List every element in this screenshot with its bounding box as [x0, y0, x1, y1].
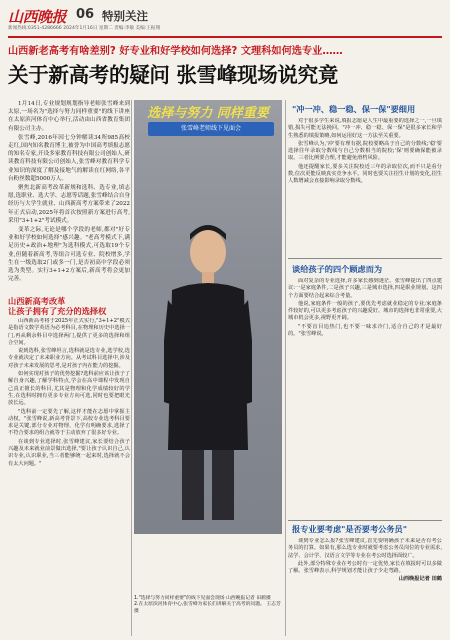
lead-paragraph: 张雪峰,2016年因七分钟解读34所985高校走红,国内知名教育博主,被誉为中国高考填报志愿的知名专家,开设多家教育科技有限公司创始人,研读教育科技有限公司创始人,张雪峰对教育科学专业知识的深度了解及接地气的解读在红网络,各平台粉丝数超5000万人。: [8, 134, 130, 182]
body-paragraph: 张雪峰认为,'冲'要有理有据,院校要略高于自己的分数线;'稳'要选择往年录取分数线与自己分数相当的院校;'保'则要确保能被录取。三者比例要合理,才能避免滑档风险。: [288, 140, 442, 162]
section-title: 特别关注: [102, 9, 148, 23]
section-heading: 山西新高考改革 让孩子拥有了充分的选择权: [8, 296, 107, 316]
right-section-2: [288, 278, 442, 518]
right-section-3: [288, 538, 442, 636]
body-paragraph: 此外,部分特殊专业在考公时有一定优势,家长在填报时可以多做了解。张雪峰表示,科学规划才能让孩子少走弯路。: [288, 560, 442, 575]
body-paragraph: 他说,家庭条件一般的孩子,要优先考虑就业稳定的专业;家庭条件较好的,可以更多考虑孩子的兴趣爱好。城市的选择也非常重要,大城市机会更多,视野更开阔。: [288, 300, 442, 322]
lead-article: [8, 100, 130, 290]
body-paragraph: "不要盲目追热门,也不要一味求冷门,适合自己的才是最好的。"张雪峰说。: [288, 323, 442, 338]
right-heading-1: "冲一冲、稳一稳、保一保"要细用: [292, 104, 416, 114]
kicker-line: 山西新老高考有啥差别? 好专业和好学校如何选择? 文理科如何选专业……: [8, 46, 343, 57]
right-heading-2: 谈给孩子的四个顾虑而为: [292, 264, 383, 274]
right-heading-3: 报专业要考虑"是否要考公务员": [292, 524, 407, 534]
section-rule: [288, 520, 442, 521]
masthead-meta: 新闻热线:0351-4286666 2024年1月16日 星期二 责编:李敏 美编:王振翔: [8, 26, 161, 31]
lead-paragraph: 聚焦北新高考改革新规和选科、选专业,填志愿,选职业、选大学、志愿等话题,张雪峰结合自身经历与大学生就业、山西新高考方案带来了2022年正式启动,2025年将首次按照新方案进行高考,采用"3+1+2"考试模式。: [8, 185, 130, 224]
right-section-1: [288, 118, 442, 254]
photo-banner-title: 选择与努力 同样重要: [147, 106, 269, 121]
event-photo: [134, 100, 282, 534]
section-body: [8, 318, 130, 636]
body-paragraph: 说到选科,张雪峰坦言,选科就是选专业,选学校,选专业就决定了未来职业方向。从考试科目选择中,涉及对孩子未来发展的思考,是对孩子内在能力的挖掘。: [8, 348, 130, 369]
body-paragraph: 对于很多学生来说,填报志愿是人生中最重要的选择之一,一旦填错,损失可能无法挽回。"冲一冲、稳一稳、保一保"是很多家长和学生熟悉的填报策略,如何运用好这一方法至关重要。: [288, 118, 442, 139]
body-paragraph: 他还提醒家长,要多关注院校近三年的录取位次,而不只是看分数,位次更能反映真实竞争水平。同时也要关注招生计划的变化,招生人数增减会直接影响录取分数线。: [288, 163, 442, 185]
lead-paragraph: 1月14日,专业规划规划指导老师张雪峰来到太原,一场名为"选择与努力同样重要"的线下讲座在太原滨河体育中心举行,活动由山西省教育集团有限公司主办。: [8, 101, 130, 132]
section-rule: [288, 258, 442, 259]
column-divider: [131, 100, 132, 636]
body-paragraph: 面对复杂的专业选择,许多家长感到迷茫。张雪峰提出了四点建议:一是家庭条件,二是孩子兴趣,三是城市选择,四是职业规划。这四个方面要结合起来综合考量。: [288, 278, 442, 299]
masthead-rule: [8, 36, 442, 38]
lead-paragraph: 变革之际,无论是哪个学段的老师,都对"好专业和好学校如何选择"感兴趣。"老高考模式下,满足历史+政治+地理"为选科模式,可选取19个专业,但随着新高考,等组合可选专业、院校增多,学生在一级选取2门或多一门,是否初高中学段必须选为类型。实行3+1+2方案后,新高考将会更加完善。: [8, 227, 130, 283]
column-divider: [285, 100, 286, 636]
body-paragraph: "选科前一定要先了解,这样才能在志愿中掌握主动权。"张雪峰说,新高考背景下,高校专业选考科目要求是关键,部分专业对物理、化学有明确要求,选择了不符合要求的组合就等于主动放弃了很多好专业。: [8, 408, 130, 437]
photo-caption: 1."选择与努力同样重要"的线下见面会现场 山西晚报记者 田鹤摄 2.在太原滨河体育中心,张雪峰为家长们讲解关于高考的问题。 王志芳摄: [134, 596, 281, 614]
newspaper-logo: 山西晚报: [8, 8, 67, 26]
photo-banner-subtitle: 张雪峰老师线下见面会: [148, 122, 274, 136]
body-paragraph: 山西新高考将于2025年正式实行,"3+1+2"模式是指语文数学英语为必考科目,在物理和历史中选择一门,再从剩余科目中选择两门,提供了更多的选择和组合空间。: [8, 318, 130, 346]
body-paragraph: 在谈到专业选择时,张雪峰建议,家长要结合孩子兴趣及未来就业前景做出选择,"要让孩子认识自己,认识专业,认识职业,当三者能够统一起来时,选择就不会有太大问题。": [8, 438, 130, 467]
reporter-signature: 山西晚报记者 田鹤: [398, 576, 442, 583]
body-paragraph: 谈到专业怎么报?张雪峰建议,首先要明确孩子未来是否有考公务员的打算。如果有,那么选专业时就要考虑公务员岗位的专业需求,法学、会计学、汉语言文学等专业在考公时选择面较广。: [288, 538, 442, 559]
body-paragraph: 如何实现对孩子的优势挖掘?选科前应该让孩子了解自身兴趣,了解学科特点,学会在高中课程中发现自己真正擅长的科目,尤其是物理和化学成绩较好的学生,在选科时拥有更多专业方向可选,同时也要把眼光放长远。: [8, 371, 130, 407]
masthead: [8, 6, 442, 36]
speaker-figure: [164, 220, 252, 520]
page-number: 06: [76, 7, 95, 22]
main-headline: 关于新高考的疑问 张雪峰现场说究竟: [8, 63, 339, 87]
